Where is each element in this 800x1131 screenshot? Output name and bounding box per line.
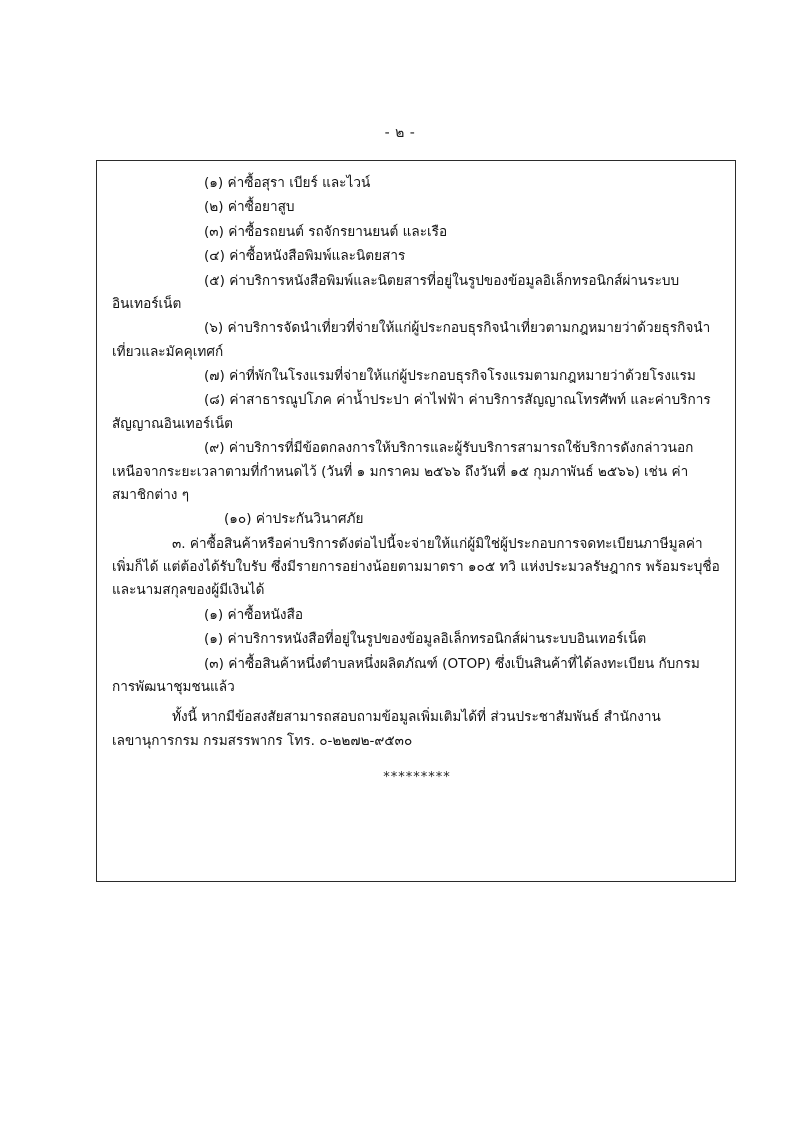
list-item: (๔) ค่าซื้อหนังสือพิมพ์และนิตยสาร (204, 248, 406, 265)
clause-paragraph: ๓. ค่าซื้อสินค้าหรือค่าบริการดังต่อไปนี้จะจ่ายให้แก่ผู้มิใช่ผู้ประกอบการจดทะเบียนภาษีมูลค่าเพิ่มก็ได้ แต่ต้องได้รับใบรับ ซึ่งมีรายการอย่างน้อยตามมาตรา ๑๐๕ ทวิ แห่งประมวลรัษฎากร พร้อมระบุชื่อและนามสกุลของผู้มีเงินได้ (112, 535, 720, 599)
list-item: (๖) ค่าบริการจัดนำเที่ยวที่จ่ายให้แก่ผู้ประกอบธุรกิจนำเที่ยวตามกฎหมายว่าด้วยธุรกิจนำเที่ยวและมัคคุเทศก์ (112, 320, 711, 360)
list-item: (๙) ค่าบริการที่มีข้อตกลงการให้บริการและผู้รับบริการสามารถใช้บริการดังกล่าวนอกเหนือจากระยะเวลาตามที่กำหนดไว้ (วันที่ ๑ มกราคม ๒๕๖๖ ถึงวันที่ ๑๕ กุมภาพันธ์ ๒๕๖๖) เช่น ค่าสมาชิกต่าง ๆ (112, 440, 694, 503)
list-item: (๕) ค่าบริการหนังสือพิมพ์และนิตยสารที่อยู่ในรูปของข้อมูลอิเล็กทรอนิกส์ผ่านระบบอินเทอร์เน็ต (112, 272, 680, 312)
list-item: (๓) ค่าซื้อสินค้าหนึ่งตำบลหนึ่งผลิตภัณฑ์ (OTOP) ซึ่งเป็นสินค้าที่ได้ลงทะเบียน กับกรมการพัฒนาชุมชนแล้ว (112, 655, 700, 695)
list-item: (๑) ค่าบริการหนังสือที่อยู่ในรูปของข้อมูลอิเล็กทรอนิกส์ผ่านระบบอินเทอร์เน็ต (204, 631, 647, 648)
list-item: (๑๐) ค่าประกันวินาศภัย (224, 511, 364, 528)
list-item: (๒) ค่าซื้อยาสูบ (204, 199, 295, 216)
list-item: (๓) ค่าซื้อรถยนต์ รถจักรยานยนต์ และเรือ (204, 223, 448, 240)
list-item: (๑) ค่าซื้อหนังสือ (204, 606, 304, 623)
page-number: - ๒ - (384, 125, 416, 141)
list-item: (๘) ค่าสาธารณูปโภค ค่าน้ำประปา ค่าไฟฟ้า ค่าบริการสัญญาณโทรศัพท์ และค่าบริการสัญญาณอินเทอร์เน็ต (112, 392, 711, 432)
footer-marker: ********* (383, 770, 451, 785)
list-item: (๗) ค่าที่พักในโรงแรมที่จ่ายให้แก่ผู้ประกอบธุรกิจโรงแรมตามกฎหมายว่าด้วยโรงแรม (204, 368, 696, 384)
document-body (112, 172, 722, 789)
closing-paragraph: ทั้งนี้ หากมีข้อสงสัยสามารถสอบถามข้อมูลเพิ่มเติมได้ที่ ส่วนประชาสัมพันธ์ สำนักงานเลขานุการกรม กรมสรรพากร โทร. ๐-๒๒๗๒-๙๕๓๐ (112, 709, 661, 749)
list-item: (๑) ค่าซื้อสุรา เบียร์ และไวน์ (204, 175, 371, 191)
